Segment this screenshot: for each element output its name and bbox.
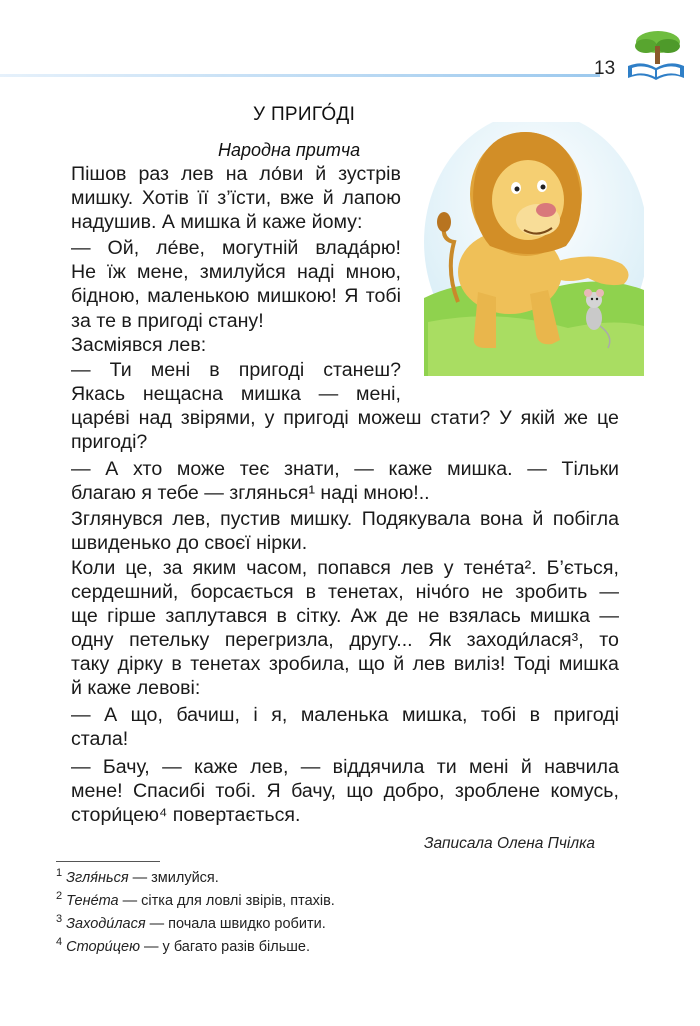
- story-line: мене! Спасибі тобі. Я бачу, що добро, зроблене комусь,: [71, 780, 619, 802]
- story-line: — Ти мені в пригоді станеш?: [71, 359, 401, 381]
- story-subtitle: Народна притча: [218, 140, 361, 160]
- story-line: бідною, маленькою мишкою! Я тобі: [71, 285, 401, 307]
- story-line: ще гірше заплутався в сітку. Аж де не взялась мишка —: [71, 605, 619, 627]
- story-line: пригоді?: [71, 431, 148, 453]
- footnote-definition: — змилуйся.: [128, 870, 219, 886]
- footnote-divider: [56, 861, 160, 862]
- story-line: благаю я тебе — зглянься¹ наді мною!..: [71, 482, 430, 504]
- story-line: царе́ві над звірями, у пригоді можеш стати? У якій же це: [71, 407, 619, 429]
- story-line: Пішов раз лев на ло́ви й зустрів: [71, 163, 401, 185]
- story-line: — Бачу, — каже лев, — віддячила ти мені й навчила: [71, 756, 619, 778]
- footnote-term: Стори́цею: [66, 939, 140, 955]
- story-title: У ПРИГО́ДІ: [253, 104, 356, 125]
- story-line: — Ой, ле́ве, могутній влада́рю!: [71, 237, 401, 259]
- footnote: [56, 938, 310, 956]
- story-line: одну петельку перегризла, другу... Як заходи́лася³, то: [71, 629, 619, 651]
- story-line: й каже левові:: [71, 677, 201, 699]
- footnote-term: Згля́нься: [66, 870, 129, 886]
- footnote: [56, 915, 326, 933]
- footnote: [56, 892, 335, 910]
- lion-and-mouse-illustration: [418, 122, 644, 376]
- story-attribution: Записала Олена Пчілка: [424, 835, 596, 852]
- story-line: таку дірку в тенетах зробила, що й лев виліз! Тоді мишка: [71, 653, 619, 675]
- footnote-term: Заходи́лася: [66, 916, 146, 932]
- footnote-term: Тене́та: [66, 893, 119, 909]
- story-line: Засміявся лев:: [71, 334, 207, 356]
- story-line: мишку. Хотів її з’їсти, вже й лапою: [71, 187, 401, 209]
- story-line: сердешний, борсається в тенетах, нічо́го не зробить —: [71, 581, 619, 603]
- story-line: — А хто може теє знати, — каже мишка. — Тільки: [71, 458, 619, 480]
- story-line: за те в пригоді стану!: [71, 310, 264, 332]
- footnote-number: 1: [56, 867, 63, 880]
- story-line: — А що, бачиш, і я, маленька мишка, тобі в пригоді: [71, 704, 619, 726]
- footnote-number: 3: [56, 913, 63, 926]
- footnote-number: 4: [56, 936, 63, 949]
- footnote-definition: — сітка для ловлі звірів, птахів.: [118, 893, 335, 909]
- story-line: стори́цею⁴ повертається.: [71, 804, 301, 826]
- story-line: стала!: [71, 728, 129, 750]
- story-line: Зглянувся лев, пустив мишку. Подякувала вона й побігла: [71, 508, 619, 530]
- book-tree-icon: [624, 28, 688, 84]
- story-line: надушив. А мишка й каже йому:: [71, 211, 363, 233]
- footnote: [56, 869, 219, 887]
- story-line: Якась нещасна мишка — мені,: [71, 383, 401, 405]
- footnote-definition: — у багато разів більше.: [140, 939, 310, 955]
- header-divider: [0, 74, 600, 77]
- story-line: швиденько до своєї нірки.: [71, 532, 308, 554]
- story-line: Коли це, за яким часом, попався лев у тене́та². Б’ється,: [71, 557, 619, 579]
- footnote-definition: — почала швидко робити.: [145, 916, 326, 932]
- story-line: Не їж мене, змилуйся наді мною,: [71, 261, 401, 283]
- page-number: 13: [594, 58, 616, 79]
- footnote-number: 2: [56, 890, 63, 903]
